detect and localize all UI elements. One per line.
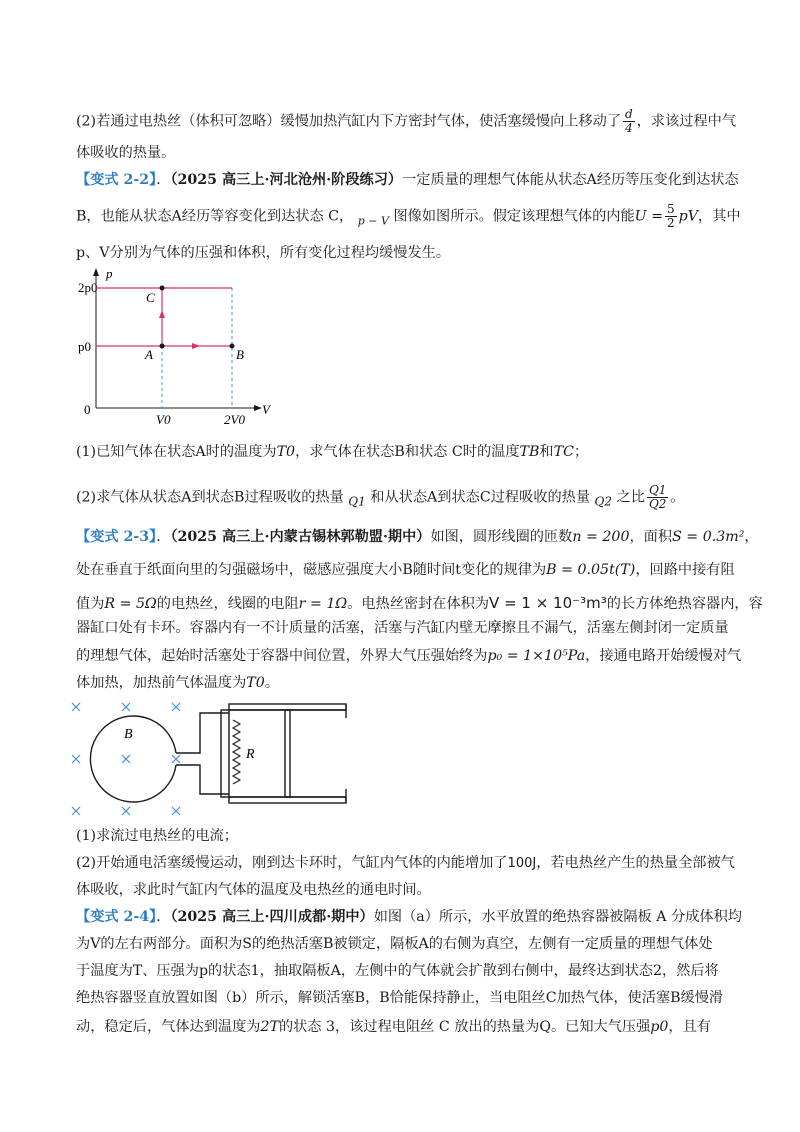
x-axis-arrow-icon: [254, 405, 262, 411]
coil: [90, 716, 176, 802]
resistor-label-r: R: [246, 747, 255, 762]
text-line: 动，稳定后，气体达到温度为2T的状态 3，该过程电阻丝 C 放出的热量为Q。已知大气压强p0，且有: [76, 1019, 711, 1035]
label-a: A: [145, 347, 153, 362]
heating-wire: [233, 720, 240, 784]
question-tag: 【变式 2-2】: [76, 172, 157, 188]
label-b: B: [236, 347, 244, 362]
subquestion-1: (1)求流过电热丝的电流；: [76, 828, 238, 844]
fraction: $\frac{5}{2}$: [667, 202, 675, 230]
subquestion-2: (2)开始通电活塞缓慢运动，刚到达卡环时，气缸内气体的内能增加了100J，若电热丝产生的热量全部被气: [76, 855, 735, 871]
point-a: [160, 344, 165, 349]
text-line: 器缸口处有卡环。容器内有一不计质量的活塞，活塞与汽缸内壁无摩擦且不漏气，活塞左侧封闭一定质量: [76, 620, 729, 636]
y-axis-label: p: [106, 266, 113, 281]
question-source: （2025 高三上·四川成都·期中）: [170, 909, 374, 925]
cross-icon: [72, 755, 80, 763]
cross-icon: [172, 703, 180, 711]
question-source: （2025 高三上·河北沧州·阶段练习）: [170, 172, 403, 188]
point-b: [230, 344, 235, 349]
text-line: 体吸收，求此时气缸内气体的温度及电热丝的通电时间。: [76, 882, 431, 898]
question-tag: 【变式 2-4】: [76, 909, 157, 925]
field-label-b: B: [124, 727, 133, 742]
cross-icon: [122, 755, 130, 763]
question-header: 【变式 2-3】．（2025 高三上·内蒙古锡林郭勒盟·期中）如图，圆形线圈的匝数n = 200，面积S = 0.3m²，: [76, 529, 759, 545]
text-line: 体吸收的热量。: [76, 145, 176, 161]
question-header: 【变式 2-2】．（2025 高三上·河北沧州·阶段练习）一定质量的理想气体能从状态A经历等压变化到达状态: [76, 172, 739, 188]
text-line: 值为R = 5Ω的电热丝，线圈的电阻r = 1Ω。电热丝密封在体积为V = 1 × 10⁻³m³的长方体绝热容器内，容: [76, 594, 763, 612]
question-header: 【变式 2-4】．（2025 高三上·四川成都·期中）如图（a）所示，水平放置的绝热容器被隔板 A 分成体积均: [76, 909, 742, 925]
text: ，求该过程中气: [636, 113, 737, 130]
cross-icon: [172, 807, 180, 815]
text-line: 处在垂直于纸面向里的匀强磁场中，磁感应强度大小B随时间t变化的规律为B = 0.05t(T)，回路中接有阻: [76, 562, 735, 578]
pv-graph: [66, 262, 286, 442]
text-line: 的理想气体，起始时活塞处于容器中间位置，外界大气压强始终为p₀ = 1×10⁵Pa，接通电路开始缓慢对气: [76, 648, 742, 664]
arrow-right-icon: [192, 343, 200, 349]
text-line: B，也能从状态A经历等容变化到达状态 C， $_{p - V}$ 图像如图所示。假定该理想气体的内能U = $\frac{5}{2}$ pV，其中: [76, 202, 741, 230]
text-line: [76, 108, 736, 135]
label-c: C: [146, 290, 155, 305]
coil-container-figure: [66, 696, 366, 826]
cross-icon: [72, 703, 80, 711]
text-line: 于温度为T、压强为p的状态1，抽取隔板A，左侧中的气体就会扩散到右侧中，最终达到状态2，然后将: [76, 963, 719, 979]
text-line: 绝热容器竖直放置如图（b）所示，解锁活塞B，B恰能保持静止，当电阻丝C加热气体，使活塞B缓慢滑: [76, 990, 724, 1006]
origin-label: 0: [84, 402, 91, 417]
text-line: p、V分别为气体的压强和体积，所有变化过程均缓慢发生。: [76, 245, 451, 261]
left-wall: [221, 710, 229, 797]
cross-icon: [172, 755, 180, 763]
top-wall: [229, 704, 346, 710]
x-tick-2v0: 2V0: [224, 412, 245, 427]
subquestion-1: (1)已知气体在状态A时的温度为T0，求气体在状态B和状态 C时的温度TB和TC；: [76, 444, 589, 460]
point-c: [160, 286, 165, 291]
magnetic-field-crosses: [72, 703, 180, 815]
text-line: 体加热，加热前气体温度为T0。: [76, 675, 279, 691]
text: (2)若通过电热丝（体积可忽略）缓慢加热汽缸内下方密封气体，使活塞缓慢向上移动了: [76, 113, 622, 130]
cross-icon: [122, 703, 130, 711]
question-source: （2025 高三上·内蒙古锡林郭勒盟·期中）: [170, 529, 431, 545]
cross-icon: [72, 807, 80, 815]
subquestion-2: (2)求气体从状态A到状态B过程吸收的热量 $_{Q1}$ 和从状态A到状态C过程吸收的热量 $_{Q2}$ 之比 $\frac{Q1}{Q2}$ 。: [76, 483, 685, 511]
question-tag: 【变式 2-3】: [76, 529, 157, 545]
text-line: 为V的左右两部分。面积为S的绝热活塞B被锁定，隔板A的右侧为真空，左侧有一定质量的理想气体处: [76, 936, 713, 952]
y-tick-p0: p0: [78, 339, 91, 354]
x-tick-v0: V0: [156, 412, 171, 427]
fraction: $\frac{d}{4}$: [625, 107, 633, 135]
x-axis-label: V: [262, 402, 270, 417]
y-axis-arrow-icon: [93, 268, 99, 276]
y-tick-2p0: 2p0: [78, 280, 98, 295]
fraction: $\frac{Q1}{Q2}$: [648, 483, 667, 511]
piston: [285, 710, 290, 797]
arrow-up-icon: [159, 310, 165, 318]
bottom-wall: [229, 797, 346, 803]
cross-icon: [122, 807, 130, 815]
